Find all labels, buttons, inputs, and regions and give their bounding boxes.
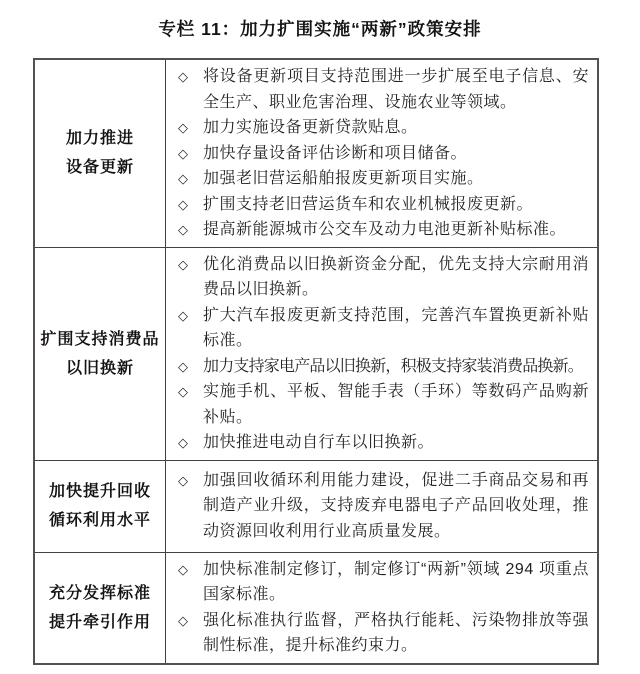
- policy-item-text: 将设备更新项目支持范围进一步扩展至电子信息、安全生产、职业危害治理、设施农业等领域。: [203, 68, 589, 111]
- table-row-equipment-renewal: [34, 59, 598, 247]
- row-header-cell: [34, 460, 166, 552]
- row-content-cell: [166, 552, 599, 664]
- diamond-bullet-icon: ◇: [178, 358, 188, 374]
- diamond-bullet-icon: ◇: [178, 196, 188, 212]
- row-header-cell: [34, 552, 166, 664]
- policy-item: [166, 64, 589, 115]
- policy-item-text: 提高新能源城市公交车及动力电池更新补贴标准。: [203, 221, 567, 238]
- policy-item-text: 加力实施设备更新贷款贴息。: [203, 119, 418, 136]
- policy-item-text: 扩围支持老旧营运货车和农业机械报废更新。: [203, 195, 534, 213]
- diamond-bullet-icon: ◇: [178, 256, 188, 272]
- policy-table: [33, 58, 599, 665]
- policy-item: [166, 115, 589, 141]
- policy-item-text: 强化标准执行监督，严格执行能耗、污染物排放等强制性标准，提升标准约束力。: [203, 611, 589, 654]
- row-content-cell: [166, 460, 599, 552]
- table-row-tradein-expansion: [34, 247, 598, 460]
- diamond-bullet-icon: ◇: [178, 384, 188, 399]
- diamond-bullet-icon: ◇: [178, 561, 188, 577]
- row-header-line: 循环利用水平: [48, 512, 151, 529]
- table-row-recycling: [34, 460, 598, 552]
- diamond-bullet-icon: ◇: [178, 222, 188, 237]
- row-header-cell: [34, 247, 166, 460]
- table-row-standards: [34, 552, 598, 664]
- policy-item-text: 加快标准制定修订，制定修订“两新”领域 294 项重点国家标准。: [203, 560, 589, 603]
- policy-item-text: 加强老旧营运船舶报废更新项目实施。: [203, 170, 484, 187]
- policy-item: [166, 141, 589, 167]
- policy-item: [166, 468, 589, 545]
- diamond-bullet-icon: ◇: [178, 307, 188, 323]
- policy-item: [166, 303, 589, 354]
- diamond-bullet-icon: ◇: [178, 472, 188, 488]
- row-content-cell: [166, 247, 599, 460]
- policy-item: [166, 557, 589, 608]
- policy-item: [166, 354, 589, 380]
- row-header-line: 设备更新: [65, 159, 134, 177]
- policy-item-text: 加强回收循环利用能力建设，促进二手商品交易和再制造产业升级，支持废弃电器电子产品回收处理，推动资源回收利用行业高质量发展。: [203, 471, 589, 540]
- policy-item-text: 加力支持家电产品以旧换新，积极支持家装消费品换新。: [203, 357, 584, 375]
- policy-item: [166, 608, 589, 659]
- row-header-cell: [34, 59, 166, 247]
- row-header-line: 扩围支持消费品: [40, 330, 160, 348]
- row-header-line: 充分发挥标准: [48, 584, 151, 602]
- row-header-line: 加力推进: [65, 130, 134, 148]
- diamond-bullet-icon: ◇: [178, 171, 188, 186]
- row-header-line: 加快提升回收: [48, 483, 151, 500]
- page-title: 专栏 11：加力扩围实施“两新”政策安排: [158, 19, 482, 39]
- policy-item: [166, 430, 589, 456]
- policy-item-text: 加快推进电动自行车以旧换新。: [203, 434, 435, 451]
- diamond-bullet-icon: ◇: [178, 69, 188, 84]
- diamond-bullet-icon: ◇: [178, 120, 188, 135]
- diamond-bullet-icon: ◇: [178, 612, 188, 628]
- diamond-bullet-icon: ◇: [178, 145, 188, 161]
- policy-item: [166, 166, 589, 192]
- diamond-bullet-icon: ◇: [178, 435, 188, 450]
- policy-item-text: 实施手机、平板、智能手表（手环）等数码产品购新补贴。: [203, 383, 589, 426]
- policy-item-text: 加快存量设备评估诊断和项目储备。: [203, 144, 468, 162]
- row-header-line: 以旧换新: [65, 359, 134, 377]
- row-header-line: 提升牵引作用: [48, 613, 151, 631]
- policy-item-text: 扩大汽车报废更新支持范围，完善汽车置换更新补贴标准。: [203, 306, 589, 349]
- row-content-cell: [166, 59, 599, 247]
- policy-item-text: 优化消费品以旧换新资金分配，优先支持大宗耐用消费品以旧换新。: [203, 255, 589, 298]
- policy-item: [166, 252, 589, 303]
- policy-item: [166, 379, 589, 430]
- policy-item: [166, 217, 589, 243]
- policy-item: [166, 192, 589, 218]
